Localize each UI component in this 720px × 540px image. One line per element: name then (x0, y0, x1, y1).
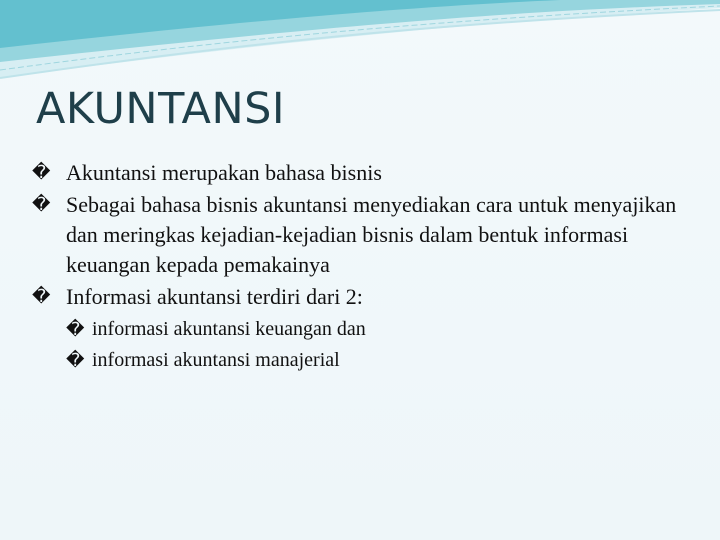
header-swoosh-decoration (0, 0, 720, 90)
bullet-marker-icon: � (66, 319, 85, 340)
bullet-marker-icon: � (32, 286, 51, 307)
sub-bullet-item (32, 345, 692, 376)
bullet-text: Informasi akuntansi terdiri dari 2: (66, 284, 363, 309)
sub-bullet-item (32, 314, 692, 345)
bullet-marker-icon: � (66, 350, 85, 371)
bullet-text: Sebagai bahasa bisnis akuntansi menyediakan cara untuk menyajikan dan meringkas kejadian-kejadian bisnis dalam bentuk informasi keuangan kepada pemakainya (66, 192, 677, 277)
bullet-item (32, 158, 692, 188)
bullet-text: Akuntansi merupakan bahasa bisnis (66, 160, 382, 185)
bullet-item (32, 282, 692, 312)
slide-body (32, 158, 692, 376)
bullet-item (32, 190, 692, 280)
bullet-marker-icon: � (32, 194, 51, 215)
bullet-marker-icon: � (32, 162, 51, 183)
slide-title: AKUNTANSI (36, 84, 286, 134)
sub-bullet-text: informasi akuntansi keuangan dan (92, 318, 366, 340)
sub-bullet-text: informasi akuntansi manajerial (92, 349, 340, 371)
